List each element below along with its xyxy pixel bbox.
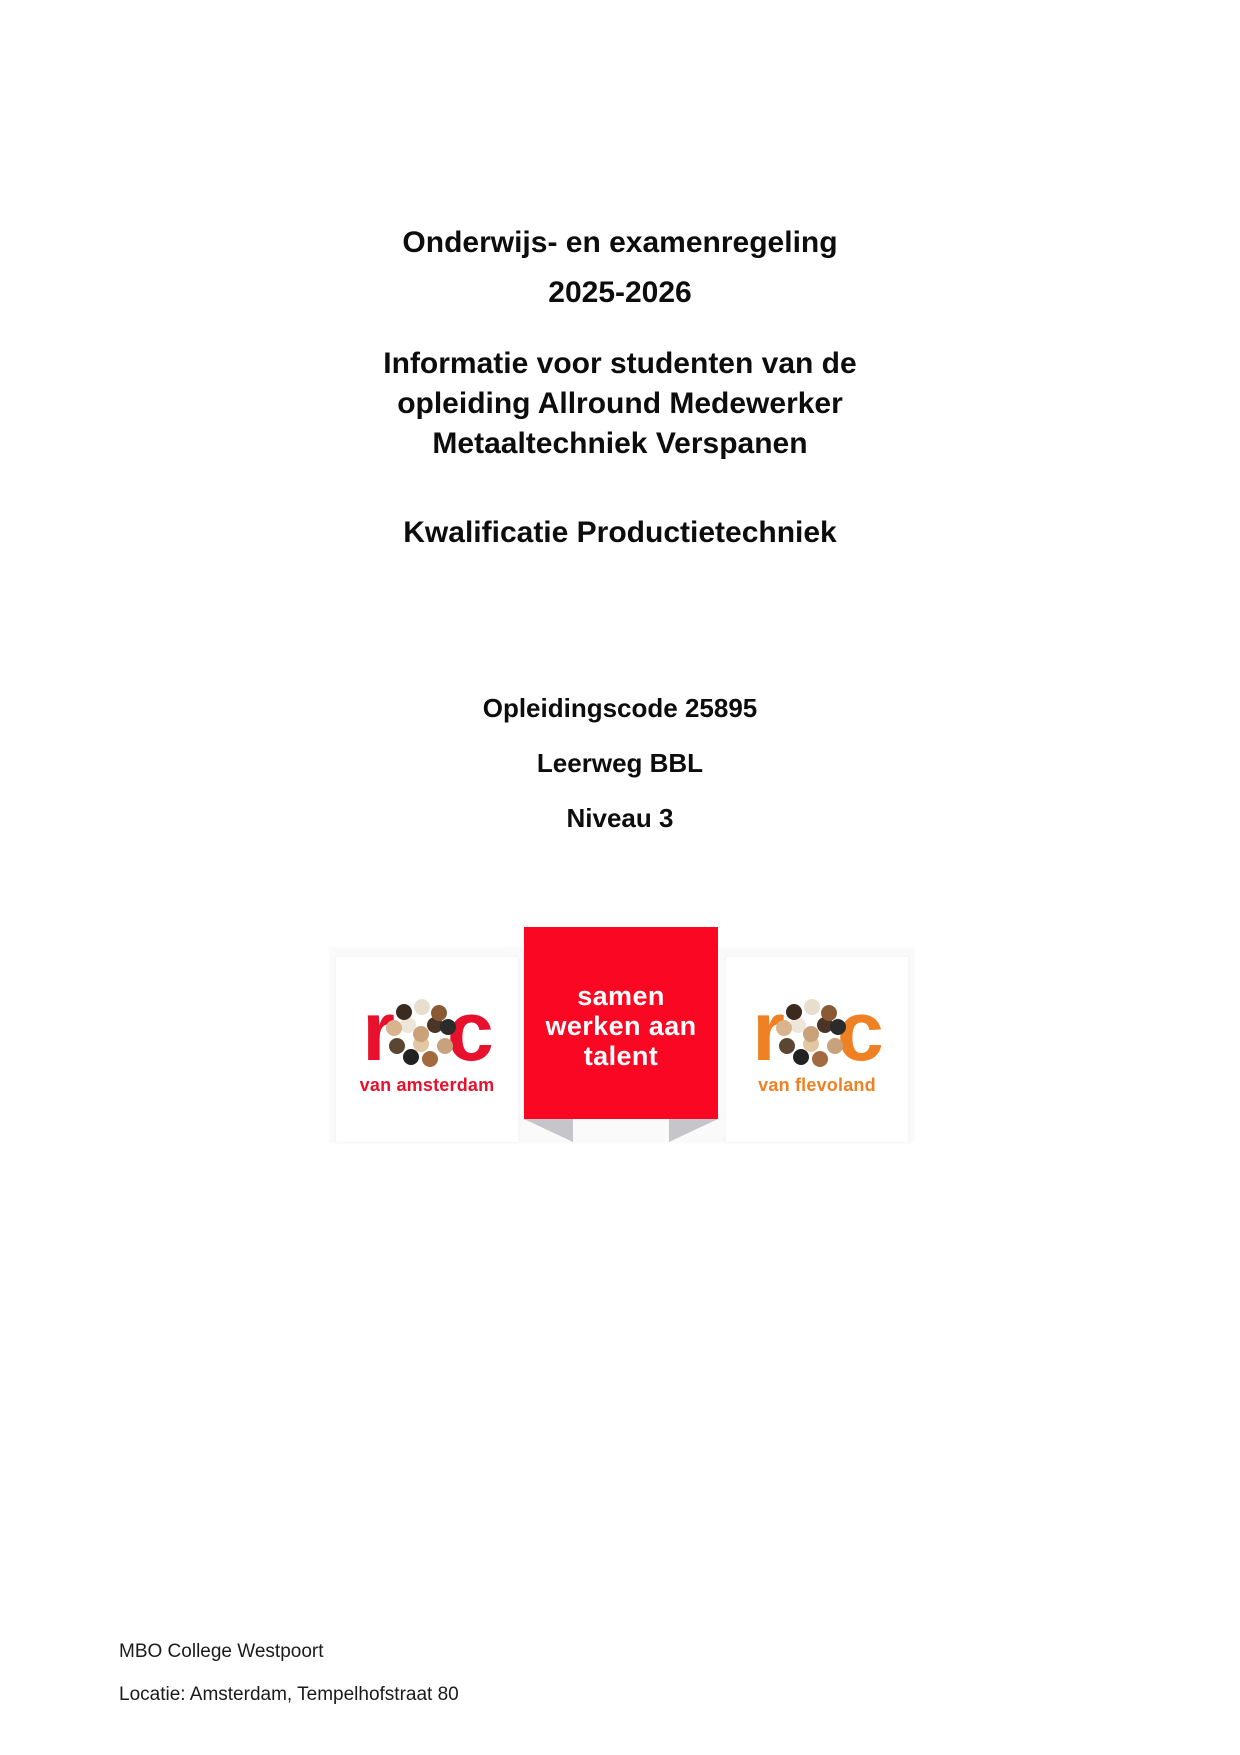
roc-letter-c: c — [446, 984, 492, 1078]
page-title — [0, 218, 1240, 318]
footer-location: Locatie: Amsterdam, Tempelhofstraat 80 — [119, 1684, 459, 1705]
roc-van-amsterdam-logo — [336, 957, 518, 1142]
ribbon-slogan — [524, 927, 718, 1071]
people-collage-icon — [383, 990, 457, 1076]
ribbon-line-1: samen — [577, 981, 665, 1011]
niveau-line: Niveau 3 — [566, 803, 674, 833]
roc-wordmark — [336, 984, 518, 1079]
subtitle-line-2: opleiding Allround Medewerker — [397, 387, 843, 420]
roc-letter-r: r — [752, 984, 783, 1078]
ribbon-line-2: werken aan — [545, 1011, 697, 1041]
subtitle-line-1: Informatie voor studenten van de — [383, 347, 857, 380]
roc-amsterdam-caption: van amsterdam — [359, 1075, 495, 1095]
people-collage-icon — [773, 990, 847, 1076]
roc-letter-r: r — [362, 984, 393, 1078]
leerweg-line: Leerweg BBL — [536, 748, 704, 778]
samen-werken-aan-talent-ribbon — [524, 927, 718, 1119]
page-subtitle — [0, 344, 1240, 464]
footer-college-name: MBO College Westpoort — [119, 1641, 324, 1662]
title-line-1: Onderwijs- en examenregeling — [402, 226, 838, 259]
roc-letter-c: c — [836, 984, 882, 1078]
title-line-2: 2025-2026 — [548, 276, 692, 309]
subtitle-line-3: Metaaltechniek Verspanen — [432, 427, 808, 460]
ribbon-line-3: talent — [583, 1041, 659, 1071]
qualification-heading: Kwalificatie Productietechniek — [403, 516, 837, 549]
roc-wordmark — [726, 984, 908, 1079]
roc-flevoland-caption: van flevoland — [758, 1075, 876, 1095]
roc-van-flevoland-logo — [726, 957, 908, 1142]
opleidingscode-line: Opleidingscode 25895 — [482, 693, 758, 723]
